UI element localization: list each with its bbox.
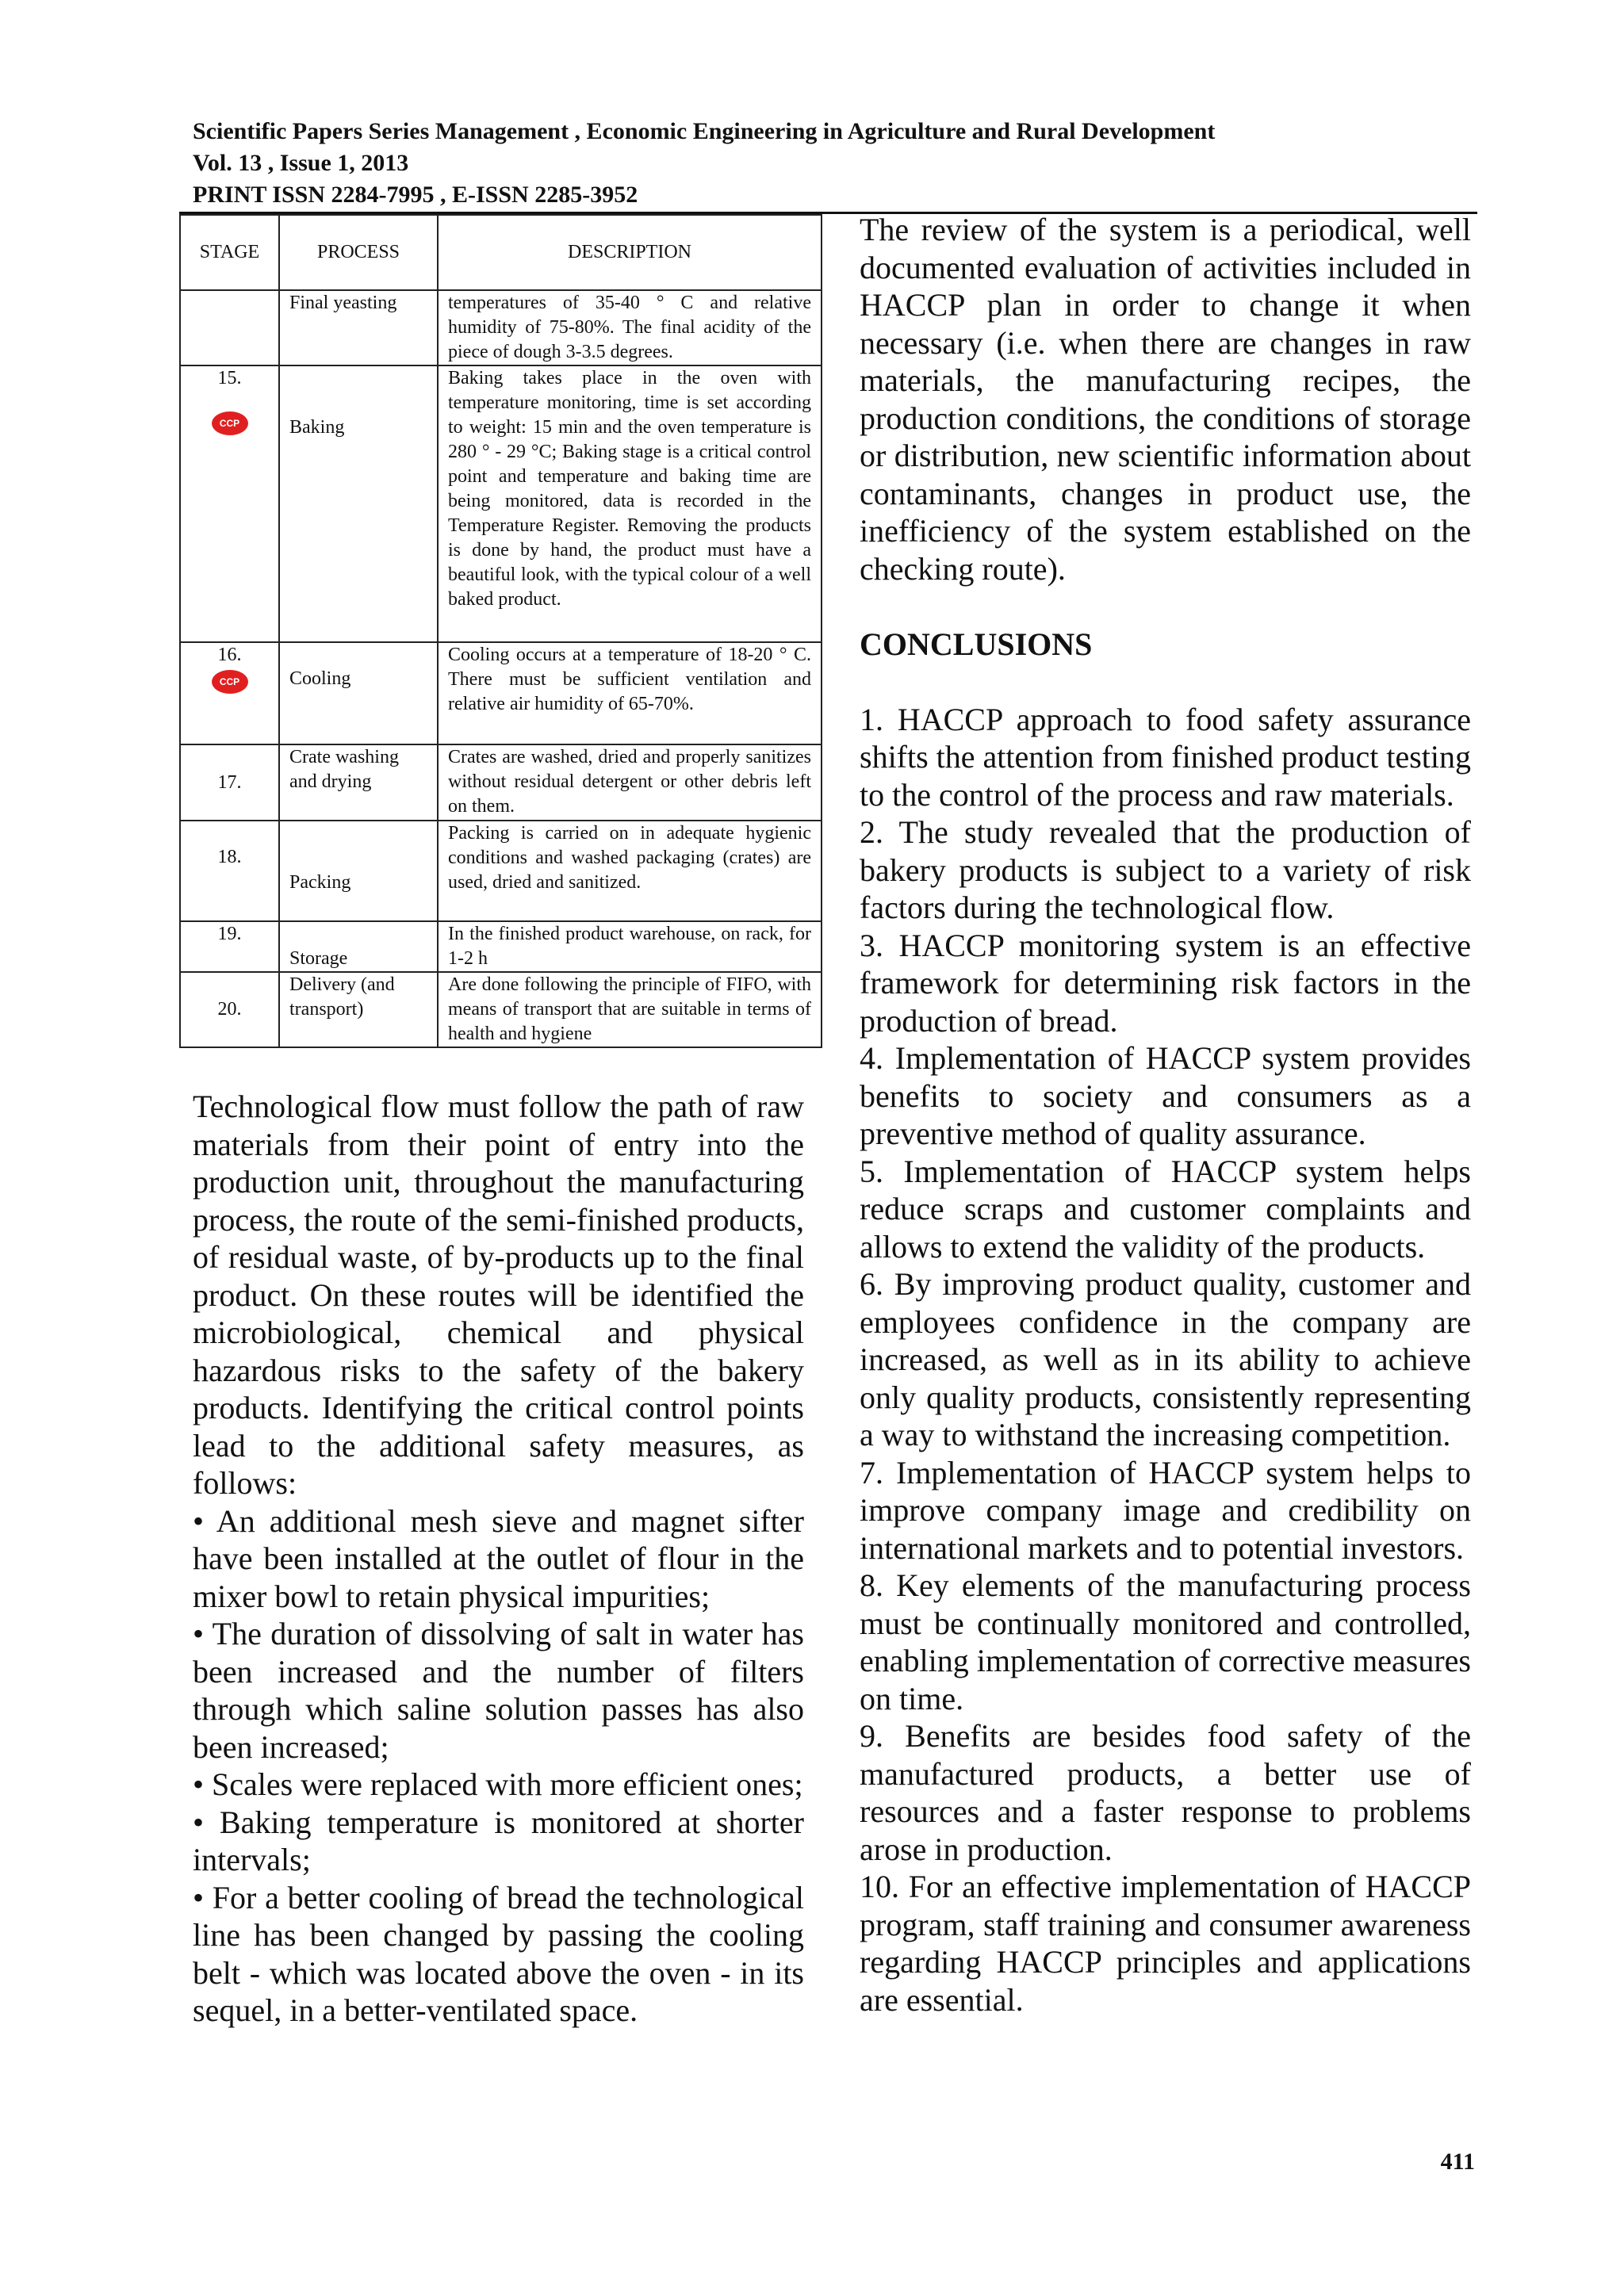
process-cell	[279, 821, 438, 921]
table-row	[180, 921, 822, 972]
stage-cell	[180, 744, 279, 821]
conclusion-item: 2. The study revealed that the production of bakery products is subject to a variety of risk factors during the technological flow.	[860, 814, 1471, 925]
journal-title: Scientific Papers Series Management , Economic Engineering in Agriculture and Rural Development	[193, 118, 1216, 144]
stage-cell: 19.	[180, 921, 279, 972]
process-cell	[279, 365, 438, 642]
conclusion-item: 6. By improving product quality, customer and employees confidence in the company are increased, as well as in its ability to achieve only quality products, consistently representing a way to withstand the increasing competition.	[860, 1266, 1471, 1452]
process-cell: Final yeasting	[279, 290, 438, 365]
column-header-stage: STAGE	[180, 215, 279, 290]
column-header-description: DESCRIPTION	[438, 215, 822, 290]
stage-cell	[180, 290, 279, 365]
haccp-stages-table	[179, 214, 822, 1048]
table-row	[180, 744, 822, 821]
description-cell: temperatures of 35-40 ° C and relative humidity of 75-80%. The final acidity of the piece of dough 3-3.5 degrees.	[438, 290, 822, 365]
table-row	[180, 365, 822, 642]
bullet-item: • The duration of dissolving of salt in water has been increased and the number of filters through which saline solution passes has also been increased;	[193, 1616, 804, 1765]
table-row	[180, 821, 822, 921]
conclusion-item: 8. Key elements of the manufacturing process must be continually monitored and controlled, enabling implementation of corrective measures on time.	[860, 1567, 1471, 1716]
stage-cell	[180, 972, 279, 1047]
bullet-item: • Baking temperature is monitored at shorter intervals;	[193, 1804, 804, 1877]
column-header-process: PROCESS	[279, 215, 438, 290]
body-paragraph: Technological flow must follow the path of raw materials from their point of entry into the production unit, throughout the manufacturing process, the route of the semi-finished products, of residual waste, of by-products up to the final product. On these routes will be identified the microbiological, chemical and physical hazardous risks to the safety of the bakery products. Identifying the critical control points lead to the additional safety measures, as follows:	[193, 1089, 804, 1501]
stage-cell	[180, 642, 279, 744]
conclusion-item: 9. Benefits are besides food safety of the manufactured products, a better use of resources and a faster response to problems arose in production.	[860, 1718, 1471, 1867]
stage-number: 16.	[217, 645, 242, 665]
conclusion-item: 3. HACCP monitoring system is an effective framework for determining risk factors in the production of bread.	[860, 927, 1471, 1039]
section-heading: CONCLUSIONS	[860, 626, 1093, 662]
process-label: Storage	[289, 948, 348, 969]
stage-number: 15.	[217, 368, 242, 388]
ccp-badge-icon: CCP	[212, 670, 248, 694]
process-label: Packing	[289, 872, 351, 893]
journal-issn: PRINT ISSN 2284-7995 , E-ISSN 2285-3952	[193, 182, 638, 208]
right-text-column	[860, 211, 1471, 2019]
stage-cell	[180, 821, 279, 921]
description-cell: Cooling occurs at a temperature of 18-20 ° C. There must be sufficient ventilation and relative air humidity of 65-70%.	[438, 642, 822, 744]
process-cell: Crate washing and drying	[279, 744, 438, 821]
body-paragraph: The review of the system is a periodical, well documented evaluation of activities included in HACCP plan in order to change it when necessary (i.e. when there are changes in raw materials, the manufacturing recipes, the production conditions, the conditions of storage or distribution, new scientific information about contaminants, changes in product use, the inefficiency of the system established on the checking route).	[860, 212, 1471, 587]
left-text-column	[193, 1088, 804, 2030]
table-row	[180, 642, 822, 744]
table-row	[180, 290, 822, 365]
process-cell: Delivery (and transport)	[279, 972, 438, 1047]
process-label: Baking	[289, 417, 345, 438]
stage-cell	[180, 365, 279, 642]
conclusion-item: 4. Implementation of HACCP system provides benefits to society and consumers as a preventive method of quality assurance.	[860, 1040, 1471, 1151]
journal-volume: Vol. 13 , Issue 1, 2013	[193, 150, 409, 176]
journal-header	[193, 116, 1485, 211]
table-row	[180, 972, 822, 1047]
bullet-item: • An additional mesh sieve and magnet sifter have been installed at the outlet of flour in the mixer bowl to retain physical impurities;	[193, 1502, 804, 1614]
description-cell: Crates are washed, dried and properly sanitizes without residual detergent or other debris left on them.	[438, 744, 822, 821]
bullet-item: • Scales were replaced with more efficient ones;	[193, 1766, 803, 1802]
bullet-item: • For a better cooling of bread the technological line has been changed by passing the cooling belt - which was located above the oven - in its sequel, in a better-ventilated space.	[193, 1879, 804, 2028]
page-number: 411	[1440, 2149, 1475, 2175]
process-cell	[279, 642, 438, 744]
stage-number: 18.	[217, 847, 242, 867]
stage-number: 20.	[217, 999, 242, 1020]
description-cell: In the finished product warehouse, on rack, for 1-2 h	[438, 921, 822, 972]
conclusion-item: 10. For an effective implementation of HACCP program, staff training and consumer awareness regarding HACCP principles and applications are essential.	[860, 1869, 1471, 2018]
table-header-row	[180, 215, 822, 290]
conclusion-item: 7. Implementation of HACCP system helps to improve company image and credibility on international markets and to potential investors.	[860, 1454, 1471, 1566]
description-cell: Packing is carried on in adequate hygienic conditions and washed packaging (crates) are used, dried and sanitized.	[438, 821, 822, 921]
description-cell: Are done following the principle of FIFO, with means of transport that are suitable in terms of health and hygiene	[438, 972, 822, 1047]
ccp-badge-icon: CCP	[212, 411, 248, 435]
stage-number: 17.	[217, 771, 242, 793]
description-cell: Baking takes place in the oven with temperature monitoring, time is set according to weight: 15 min and the oven temperature is 280 ° - 29 °C; Baking stage is a critical control point and temperature and baking time are being monitored, data is recorded in the Temperature Register. Removing the products is done by hand, the product must have a beautiful look, with the typical colour of a well baked product.	[438, 365, 822, 642]
process-cell	[279, 921, 438, 972]
conclusion-item: 5. Implementation of HACCP system helps reduce scraps and customer complaints and allows to extend the validity of the products.	[860, 1153, 1471, 1265]
conclusion-item: 1. HACCP approach to food safety assurance shifts the attention from finished product testing to the control of the process and raw materials.	[860, 701, 1471, 813]
process-label: Cooling	[289, 668, 351, 689]
